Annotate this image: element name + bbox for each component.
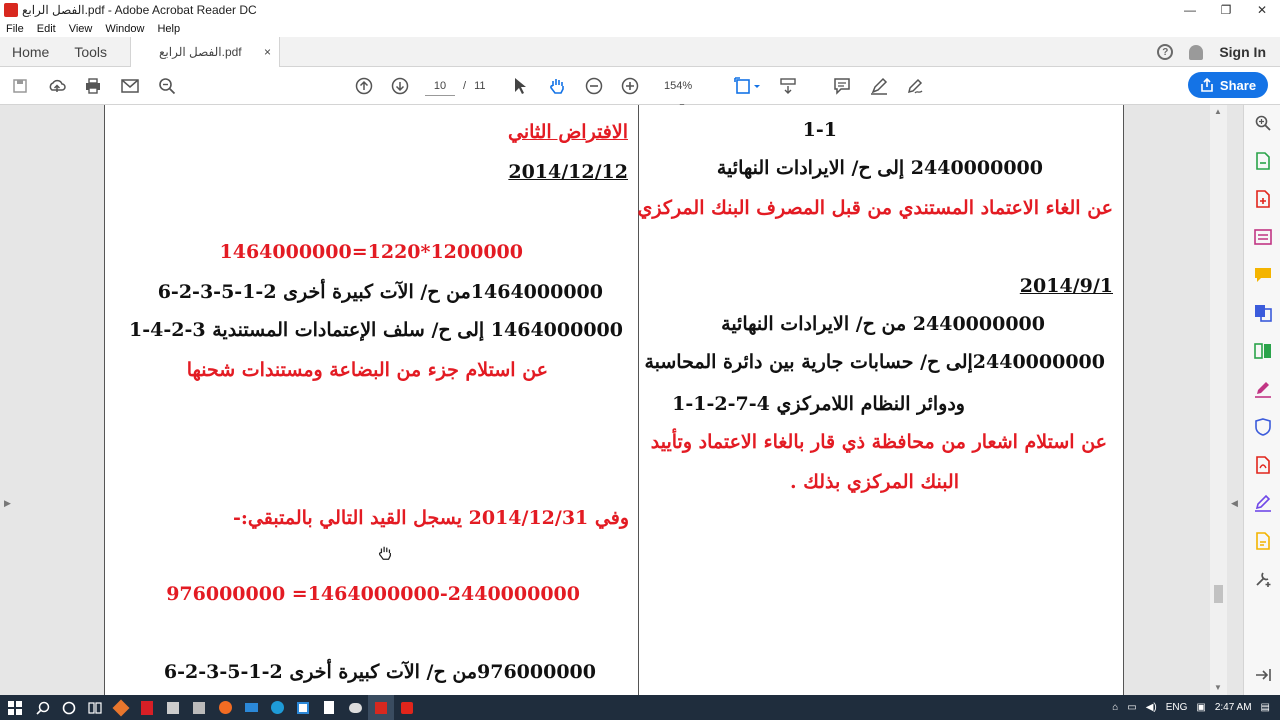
close-tab-icon[interactable]: × [264,44,272,59]
calculation-line: 1464000000=1220*1200000 [219,241,523,263]
mail-icon[interactable] [238,695,264,720]
entry-description: عن استلام اشعار من محافظة ذي قار بالغاء الاعتماد وتأييد [650,431,1107,453]
menu-bar [0,20,1280,37]
menu-view[interactable]: View [68,22,93,35]
zoom-select[interactable] [654,76,716,96]
create-pdf-icon[interactable] [1253,189,1273,209]
store-icon[interactable] [186,695,212,720]
search-tool-icon[interactable] [1253,113,1273,133]
collapse-panel-icon[interactable] [1253,665,1273,685]
entry-date: 2014/12/12 [508,161,628,183]
search-zoom-icon[interactable] [157,76,177,96]
clock[interactable]: 2:47 AM [1214,702,1252,713]
send-review-icon[interactable] [1253,531,1273,551]
volume-icon[interactable]: ◀) [1145,702,1157,713]
help-icon[interactable]: ? [1157,44,1173,60]
tab-bar [0,37,1280,67]
entry-line: 1464000000 إلى ح/ سلف الإعتمادات المستندية 3-2-4-1 [129,319,623,341]
send-signature-icon[interactable] [1253,493,1273,513]
app-icon-4[interactable] [290,695,316,720]
app-icon-5[interactable] [342,695,368,720]
language-indicator[interactable]: ENG [1165,702,1188,713]
fit-page-icon[interactable] [733,76,761,96]
edit-pdf-icon[interactable] [1253,227,1273,247]
save-icon[interactable] [10,76,30,96]
entry-date: 2014/9/1 [1019,275,1113,297]
entry-line: 2440000000 إلى ح/ الايرادات النهائية [716,157,1043,179]
system-tray [1112,695,1270,720]
export-file-icon[interactable] [1253,455,1273,475]
organize-pages-icon[interactable] [1253,341,1273,361]
acrobat-taskbar-icon[interactable] [368,695,394,720]
sign-in-link[interactable]: Sign In [1219,44,1266,60]
header-actions [1157,37,1266,67]
scroll-up-icon[interactable]: ▲ [1214,107,1222,116]
vertical-scrollbar[interactable] [1210,105,1227,695]
sign-pen-icon[interactable] [905,76,925,96]
minimize-button[interactable]: — [1184,3,1196,17]
search-icon[interactable] [30,695,56,720]
hand-cursor-icon [377,545,393,561]
document-viewer[interactable] [0,105,1240,695]
email-icon[interactable] [120,76,140,96]
highlight-pen-icon[interactable] [869,76,889,96]
scrolling-mode-icon[interactable] [778,76,798,96]
tab-tools[interactable]: Tools [74,43,108,60]
toolbar [0,67,1280,105]
zoom-level: 154% [664,80,693,92]
zoom-out-icon[interactable] [584,76,604,96]
total-pages: 11 [474,80,486,92]
window-title: الفصل الرابع.pdf - Adobe Acrobat Reader DC [22,3,257,17]
tab-home[interactable]: Home [12,43,50,60]
entry-description: وفي 2014/12/31 يسجل القيد التالي بالمتبقي:- [233,507,629,529]
entry-number: 1-1 [802,119,837,141]
entry-description: عن استلام جزء من البضاعة ومستندات شحنها [186,359,548,381]
window-controls [1172,0,1280,20]
entry-line: 976000000من ح/ الآت كبيرة أخرى 2-1-5-3-2-6 [163,661,596,683]
right-tools-panel [1243,105,1280,695]
export-pdf-icon[interactable] [1253,151,1273,171]
file-icon[interactable] [316,695,342,720]
document-tab-label: الفصل الرابع.pdf [159,44,242,59]
share-button[interactable] [1188,72,1268,98]
menu-file[interactable]: File [6,22,24,35]
entry-line: 2440000000إلى ح/ حسابات جارية بين دائرة المحاسبة [644,351,1105,373]
people-icon[interactable]: ⌂ [1112,702,1119,713]
entry-description: عن الغاء الاعتماد المستندي من قبل المصرف البنك المركزي [637,197,1113,219]
scroll-thumb[interactable] [1214,585,1223,603]
hand-tool-icon[interactable] [547,76,567,96]
close-button[interactable]: ✕ [1256,3,1268,17]
calculation-line: 976000000 =1464000000-2440000000 [166,583,580,605]
comment-icon[interactable] [832,76,852,96]
taskbar [0,695,1280,720]
print-icon[interactable] [83,76,103,96]
task-view-icon[interactable] [82,695,108,720]
upload-cloud-icon[interactable] [47,76,67,96]
app-icon-2[interactable] [134,695,160,720]
maximize-button[interactable]: ❐ [1220,3,1232,17]
app-icon-1[interactable] [108,695,134,720]
cortana-icon[interactable] [56,695,82,720]
left-panel-toggle-icon[interactable]: ▶ [4,498,11,508]
section-heading: الافتراض الثاني [508,121,628,143]
page-number-input[interactable]: 10 [425,76,455,96]
tab-document[interactable] [130,37,280,67]
app-icon-6[interactable] [394,695,420,720]
zoom-in-icon[interactable] [620,76,640,96]
entry-line: 1464000000من ح/ الآت كبيرة أخرى 2-1-5-3-2-6 [157,281,603,303]
entry-line: 2440000000 من ح/ الايرادات النهائية [721,313,1045,335]
previous-page-icon[interactable] [354,76,374,96]
edge-icon[interactable] [264,695,290,720]
fill-sign-icon[interactable] [1253,379,1273,399]
firefox-icon[interactable] [212,695,238,720]
title-bar [0,0,1280,20]
combine-files-icon[interactable] [1253,303,1273,323]
comment-tool-icon[interactable] [1253,265,1273,285]
select-cursor-icon[interactable] [510,76,530,96]
next-page-icon[interactable] [390,76,410,96]
app-icon-3[interactable] [160,695,186,720]
share-label: Share [1219,77,1257,93]
windows-start-icon[interactable] [0,695,30,720]
pdf-page [104,105,1124,695]
page-separator: / [463,80,467,92]
right-panel-toggle-icon[interactable]: ◀ [1231,498,1238,508]
page-navigator [425,76,485,96]
tray-icon[interactable]: ▣ [1196,702,1206,713]
network-icon[interactable]: ▭ [1127,702,1137,713]
protect-icon[interactable] [1253,417,1273,437]
menu-window[interactable]: Window [105,22,145,35]
share-icon [1200,78,1214,92]
entry-line: ودوائر النظام اللامركزي 4-7-2-1-1 [672,393,965,415]
more-tools-icon[interactable] [1253,569,1273,589]
menu-edit[interactable]: Edit [36,22,56,35]
column-divider [638,105,639,695]
menu-help[interactable]: Help [157,22,181,35]
entry-description: البنك المركزي بذلك . [789,471,959,493]
scroll-down-icon[interactable]: ▼ [1214,683,1222,692]
notifications-icon[interactable]: ▤ [1260,702,1270,713]
pdf-app-icon [4,3,18,17]
notification-bell-icon[interactable] [1189,45,1203,60]
